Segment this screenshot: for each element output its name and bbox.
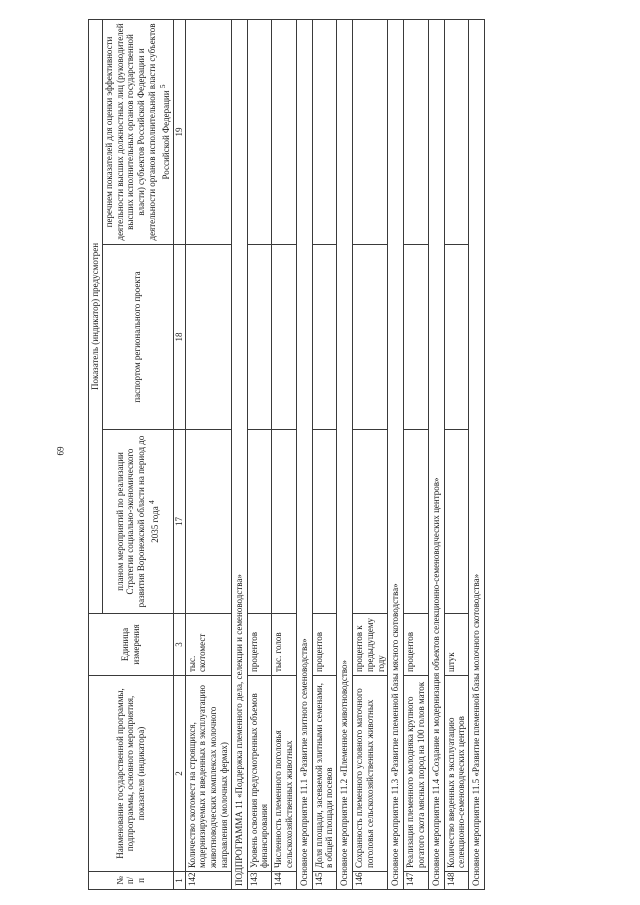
- col-number: 19: [173, 19, 185, 244]
- row-number: 143: [247, 872, 272, 890]
- table-body: [185, 19, 484, 889]
- empty-cell: [404, 19, 429, 244]
- table-row: [247, 19, 272, 889]
- col-number: 1: [173, 872, 185, 890]
- empty-cell: [272, 430, 297, 614]
- indicator-name: Численность племенного поголовья сельскохозяйственных животных: [272, 676, 297, 872]
- empty-cell: [312, 430, 337, 614]
- empty-cell: [352, 245, 387, 430]
- empty-cell: [247, 430, 272, 614]
- table-row: [404, 19, 429, 889]
- row-number: 145: [312, 872, 337, 890]
- empty-cell: [247, 245, 272, 430]
- table-row: [312, 19, 337, 889]
- col-number: 17: [173, 430, 185, 614]
- col-number: 2: [173, 676, 185, 872]
- indicator-name: Сохранность племенного условного маточного поголовья сельскохозяйственных животных: [352, 676, 387, 872]
- section-row: [296, 19, 312, 889]
- section-title: ПОДПРОГРАММА 11 «Поддержка племенного дела, селекции и семеноводства»: [231, 19, 247, 889]
- row-number: 147: [404, 872, 429, 890]
- section-row: [388, 19, 404, 889]
- col-number: 3: [173, 614, 185, 676]
- empty-cell: [185, 430, 231, 614]
- row-number: 144: [272, 872, 297, 890]
- unit: процентов: [312, 614, 337, 676]
- empty-cell: [272, 245, 297, 430]
- header-passport: паспортом регионального проекта: [102, 245, 173, 430]
- section-title: Основное мероприятие 11.2 «Племенное животноводство»: [337, 19, 353, 889]
- header-no: № п/п: [89, 872, 174, 890]
- section-title: Основное мероприятие 11.3 «Развитие племенной базы мясного скотоводства»: [388, 19, 404, 889]
- section-row: [428, 19, 444, 889]
- empty-cell: [312, 19, 337, 244]
- table-row: [185, 19, 231, 889]
- page-number: 69: [55, 446, 66, 456]
- empty-cell: [185, 19, 231, 244]
- row-number: 146: [352, 872, 387, 890]
- row-number: 142: [185, 872, 231, 890]
- section-row: [231, 19, 247, 889]
- indicator-table: [88, 19, 485, 890]
- table-row: [272, 19, 297, 889]
- unit: тыс. скотомест: [185, 614, 231, 676]
- col-number: 18: [173, 245, 185, 430]
- empty-cell: [352, 19, 387, 244]
- row-number: 148: [444, 872, 469, 890]
- indicator-name: Доля площади, засеваемой элитными семенами, в общей площади посевов: [312, 676, 337, 872]
- empty-cell: [247, 19, 272, 244]
- unit: процентов к предыдущему году: [352, 614, 387, 676]
- empty-cell: [185, 245, 231, 430]
- unit: тыс. голов: [272, 614, 297, 676]
- indicator-name: Реализация племенного молодняка крупного рогатого скота мясных пород на 100 голов маток: [404, 676, 429, 872]
- section-row: [469, 19, 485, 889]
- section-title: Основное мероприятие 11.4 «Создание и модернизация объектов селекционно-семеноводческих центров»: [428, 19, 444, 889]
- header-list: перечнем показателей для оценки эффективности деятельности высших должностных лиц (руководителей высших исполнительных органов государственной власти) субъектов Российской Федерации и деятельности органов исполнительной власти субъектов Российской Федерации $^5$: [102, 19, 173, 244]
- header-indicator-group: Показатель (индикатор) предусмотрен: [89, 19, 103, 613]
- empty-cell: [444, 245, 469, 430]
- table-row: [444, 19, 469, 889]
- indicator-name: Количество скотомест на строящихся, модернизируемых и введенных в эксплуатацию животноводческих комплексах молочного направления (молочных фермах): [185, 676, 231, 872]
- section-row: [337, 19, 353, 889]
- section-title: Основное мероприятие 11.5 «Развитие племенной базы молочного скотоводства»: [469, 19, 485, 889]
- table-row: [352, 19, 387, 889]
- unit: штук: [444, 614, 469, 676]
- header-unit: Единица измерения: [89, 614, 174, 676]
- unit: процентов: [247, 614, 272, 676]
- table-header: [89, 19, 186, 889]
- column-number-row: [173, 19, 185, 889]
- empty-cell: [404, 245, 429, 430]
- section-title: Основное мероприятие 11.1 «Развитие элитного семеноводства»: [296, 19, 312, 889]
- header-name: Наименование государственной программы, подпрограммы, основного мероприятия, показателя (индикатора): [89, 676, 174, 872]
- empty-cell: [352, 430, 387, 614]
- header-plan: планом мероприятий по реализации Стратегии социально-экономического развития Воронежской области на период до 2035 года $^4$: [102, 430, 173, 614]
- empty-cell: [312, 245, 337, 430]
- empty-cell: [444, 430, 469, 614]
- empty-cell: [404, 430, 429, 614]
- empty-cell: [272, 19, 297, 244]
- empty-cell: [444, 19, 469, 244]
- indicator-name: Количество введенных в эксплуатацию селекционно-семеноводческих центров: [444, 676, 469, 872]
- unit: процентов: [404, 614, 429, 676]
- rotated-page: [88, 20, 563, 890]
- indicator-name: Уровень освоения предусмотренных объемов финансирования: [247, 676, 272, 872]
